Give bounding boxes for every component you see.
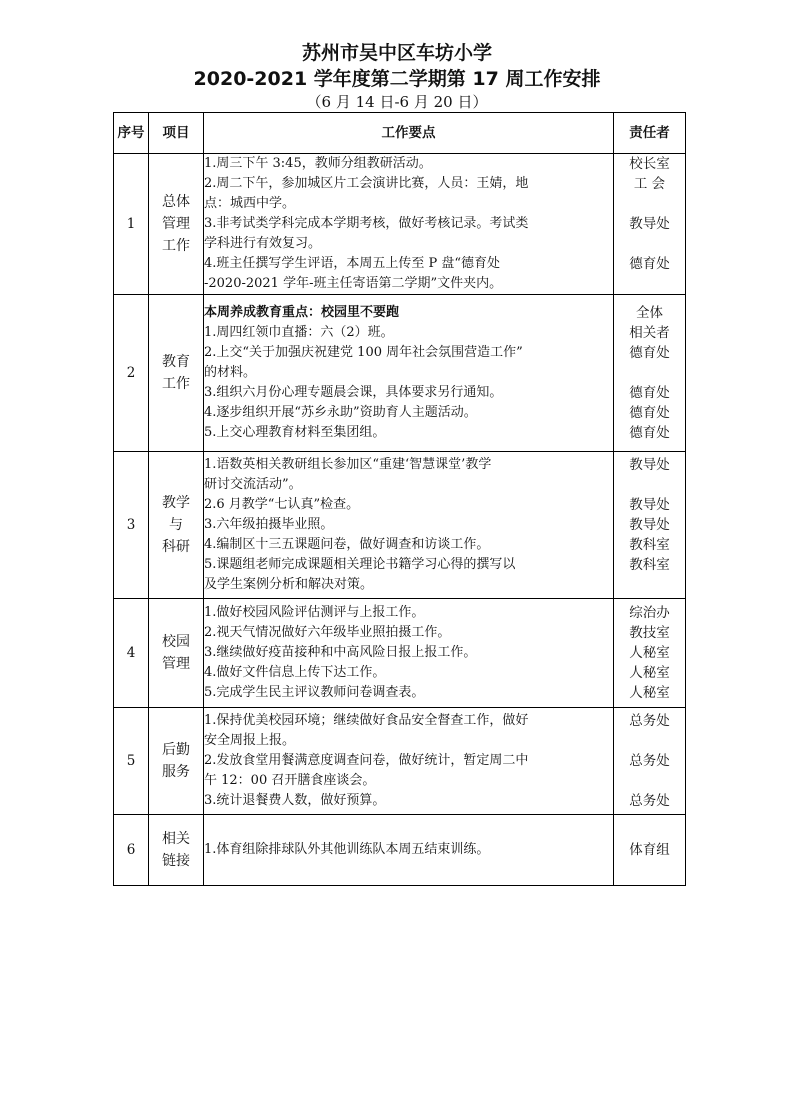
row-item bbox=[149, 815, 204, 886]
item-line: 科研 bbox=[162, 539, 190, 555]
column-header-item: 项目 bbox=[149, 113, 204, 154]
work-point-line: 4.逐步组织开展“苏乡永助”资助育人主题活动。 bbox=[204, 405, 477, 420]
item-line: 教学 bbox=[162, 495, 190, 511]
work-point-line: 3.非考试类学科完成本学期考核，做好考核记录。考试类 bbox=[204, 216, 529, 231]
item-line: 教育 bbox=[162, 354, 190, 370]
responsible-line: 德育处 bbox=[629, 256, 670, 272]
responsible-line: 教导处 bbox=[629, 497, 670, 513]
weekly-focus: 本周养成教育重点：校园里不要跑 bbox=[204, 305, 400, 320]
responsible-line bbox=[614, 363, 685, 383]
work-point-line: 2.6 月教学“七认真”检查。 bbox=[204, 497, 360, 512]
responsible-line: 人秘室 bbox=[629, 685, 670, 701]
row-number: 2 bbox=[114, 295, 149, 452]
responsible-line bbox=[614, 194, 685, 214]
item-line: 相关 bbox=[162, 831, 190, 847]
responsible-line: 全体 bbox=[636, 305, 663, 321]
work-point-line: 2.视天气情况做好六年级毕业照拍摄工作。 bbox=[204, 625, 451, 640]
work-point-line: 5.课题组老师完成课题相关理论书籍学习心得的撰写以 bbox=[204, 557, 516, 572]
table-row bbox=[114, 295, 686, 452]
item-line: 工作 bbox=[162, 238, 190, 254]
item-line: 管理 bbox=[162, 216, 190, 232]
row-responsible bbox=[614, 708, 686, 815]
row-work-points bbox=[204, 295, 614, 452]
row-work-points bbox=[204, 599, 614, 708]
work-point-line: 3.统计退餐费人数，做好预算。 bbox=[204, 793, 386, 808]
table-row bbox=[114, 154, 686, 295]
responsible-line bbox=[614, 475, 685, 495]
responsible-line: 德育处 bbox=[629, 425, 670, 441]
work-point-line: 1.体育组除排球队外其他训练队本周五结束训练。 bbox=[204, 842, 490, 857]
row-number: 4 bbox=[114, 599, 149, 708]
row-responsible bbox=[614, 599, 686, 708]
responsible-line bbox=[614, 575, 685, 595]
responsible-line: 总务处 bbox=[629, 753, 670, 769]
work-point-line: 1.周四红领巾直播：六（2）班。 bbox=[204, 325, 394, 340]
schedule-title: 2020-2021 学年度第二学期第 17 周工作安排 bbox=[193, 68, 601, 90]
work-point-line: 3.六年级拍摄毕业照。 bbox=[204, 517, 334, 532]
work-point-line: 1.周三下午 3:45，教师分组教研活动。 bbox=[204, 156, 432, 171]
item-line: 链接 bbox=[162, 853, 190, 869]
row-responsible bbox=[614, 452, 686, 599]
responsible-line: 综治办 bbox=[629, 605, 670, 621]
row-number: 3 bbox=[114, 452, 149, 599]
row-item bbox=[149, 452, 204, 599]
responsible-line: 教科室 bbox=[629, 537, 670, 553]
responsible-line bbox=[614, 771, 685, 791]
item-line: 工作 bbox=[162, 376, 190, 392]
row-number: 1 bbox=[114, 154, 149, 295]
work-point-line: 5.完成学生民主评议教师问卷调查表。 bbox=[204, 685, 425, 700]
work-point-line: -2020-2021 学年-班主任寄语第二学期”文件夹内。 bbox=[204, 276, 503, 291]
responsible-line: 教科室 bbox=[629, 557, 670, 573]
responsible-line: 德育处 bbox=[629, 405, 670, 421]
responsible-line: 教技室 bbox=[629, 625, 670, 641]
row-number: 5 bbox=[114, 708, 149, 815]
responsible-line bbox=[614, 234, 685, 254]
work-point-line: 安全周报上报。 bbox=[204, 733, 296, 748]
row-work-points bbox=[204, 815, 614, 886]
responsible-line: 体育组 bbox=[629, 842, 670, 858]
table-row bbox=[114, 452, 686, 599]
work-point-line: 2.发放食堂用餐满意度调查问卷，做好统计，暂定周二中 bbox=[204, 753, 529, 768]
responsible-line: 总务处 bbox=[629, 713, 670, 729]
row-responsible bbox=[614, 295, 686, 452]
row-responsible bbox=[614, 154, 686, 295]
responsible-line: 人秘室 bbox=[629, 645, 670, 661]
work-point-line: 4.班主任撰写学生评语，本周五上传至 P 盘“德育处 bbox=[204, 256, 501, 271]
row-work-points bbox=[204, 452, 614, 599]
work-point-line: 及学生案例分析和解决对策。 bbox=[204, 577, 374, 592]
item-line: 服务 bbox=[162, 764, 190, 780]
title-block bbox=[0, 40, 794, 112]
responsible-line: 人秘室 bbox=[629, 665, 670, 681]
item-line: 与 bbox=[169, 517, 183, 533]
work-point-line: 研讨交流活动”。 bbox=[204, 477, 302, 492]
work-point-line: 3.组织六月份心理专题晨会课，具体要求另行通知。 bbox=[204, 385, 503, 400]
row-item bbox=[149, 708, 204, 815]
work-point-line: 1.语数英相关教研组长参加区“重建‘智慧课堂’教学 bbox=[204, 457, 492, 472]
work-point-line: 的材料。 bbox=[204, 365, 257, 380]
date-range: （6 月 14 日-6 月 20 日） bbox=[306, 93, 488, 111]
responsible-line bbox=[614, 731, 685, 751]
work-point-line: 2.上交“关于加强庆祝建党 100 周年社会氛围营造工作” bbox=[204, 345, 523, 360]
work-point-line: 4.编制区十三五课题问卷，做好调查和访谈工作。 bbox=[204, 537, 490, 552]
row-item bbox=[149, 154, 204, 295]
column-header-no: 序号 bbox=[114, 113, 149, 154]
responsible-line: 教导处 bbox=[629, 517, 670, 533]
responsible-line: 总务处 bbox=[629, 793, 670, 809]
work-point-line: 1.做好校园风险评估测评与上报工作。 bbox=[204, 605, 425, 620]
work-point-line: 4.做好文件信息上传下达工作。 bbox=[204, 665, 386, 680]
responsible-line: 德育处 bbox=[629, 345, 670, 361]
work-schedule-table bbox=[113, 112, 686, 886]
item-line: 总体 bbox=[162, 194, 190, 210]
table-row bbox=[114, 815, 686, 886]
work-point-line: 3.继续做好疫苗接种和中高风险日报上报工作。 bbox=[204, 645, 477, 660]
table-row bbox=[114, 708, 686, 815]
row-item bbox=[149, 599, 204, 708]
work-point-line: 点：城西中学。 bbox=[204, 196, 296, 211]
work-point-line: 学科进行有效复习。 bbox=[204, 236, 322, 251]
responsible-line bbox=[614, 274, 685, 294]
school-name: 苏州市吴中区车坊小学 bbox=[301, 42, 492, 64]
column-header-responsible: 责任者 bbox=[614, 113, 686, 154]
work-point-line: 5.上交心理教育材料至集团组。 bbox=[204, 425, 386, 440]
row-number: 6 bbox=[114, 815, 149, 886]
responsible-line: 教导处 bbox=[629, 216, 670, 232]
item-line: 管理 bbox=[162, 656, 190, 672]
row-work-points bbox=[204, 154, 614, 295]
table-header-row bbox=[114, 113, 686, 154]
responsible-line: 教导处 bbox=[629, 457, 670, 473]
column-header-points: 工作要点 bbox=[204, 113, 614, 154]
responsible-line: 校长室 bbox=[629, 156, 670, 172]
work-point-line: 1.保持优美校园环境；继续做好食品安全督查工作，做好 bbox=[204, 713, 529, 728]
item-line: 后勤 bbox=[162, 742, 190, 758]
row-item bbox=[149, 295, 204, 452]
work-point-line: 2.周二下午，参加城区片工会演讲比赛，人员：王婧，地 bbox=[204, 176, 529, 191]
table-row bbox=[114, 599, 686, 708]
responsible-line: 工 会 bbox=[633, 176, 666, 192]
item-line: 校园 bbox=[162, 634, 190, 650]
responsible-line: 德育处 bbox=[629, 385, 670, 401]
work-point-line: 午 12：00 召开膳食座谈会。 bbox=[204, 773, 376, 788]
row-responsible bbox=[614, 815, 686, 886]
responsible-line: 相关者 bbox=[629, 325, 670, 341]
row-work-points bbox=[204, 708, 614, 815]
